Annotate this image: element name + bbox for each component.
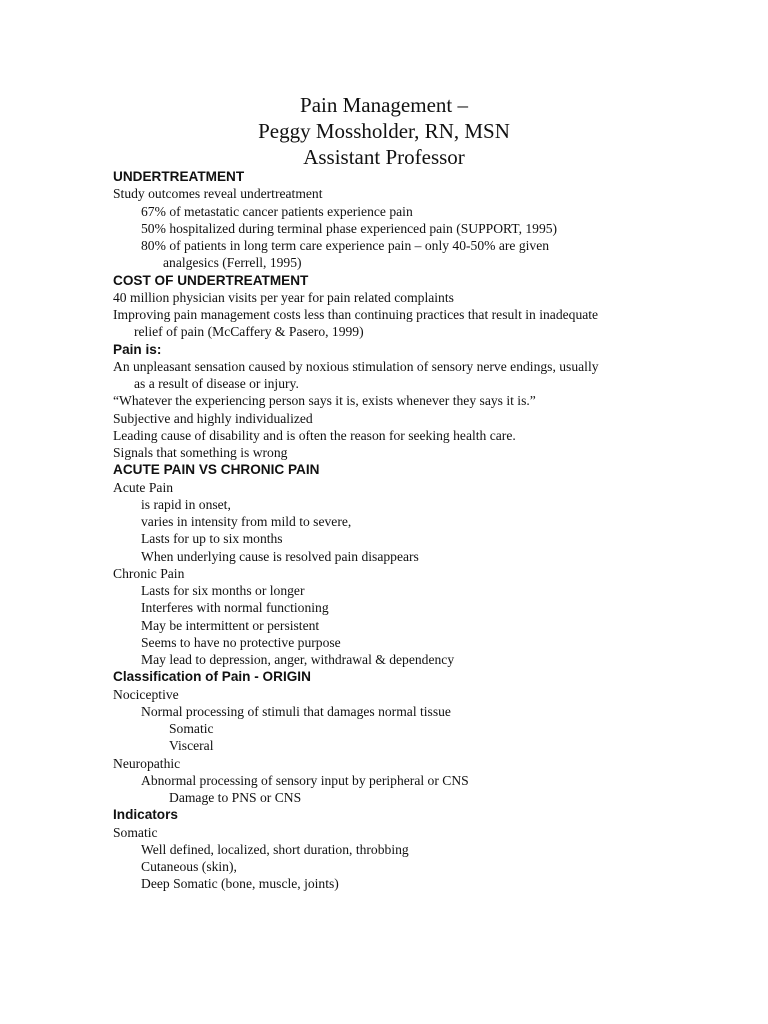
chronic-pain-item: Lasts for six months or longer — [141, 583, 305, 598]
undertreatment-item: 80% of patients in long term care experience pain – only 40-50% are given — [141, 238, 550, 253]
indicator-item: Well defined, localized, short duration, throbbing — [141, 841, 409, 857]
indicators-somatic-label: Somatic — [113, 824, 158, 840]
section-heading-undertreatment: UNDERTREATMENT — [113, 169, 245, 184]
document-body — [113, 168, 673, 893]
chronic-pain-item: May be intermittent or persistent — [141, 617, 320, 633]
neuropathic-description: Abnormal processing of sensory input by peripheral or CNS — [141, 772, 469, 788]
undertreatment-item-continued: analgesics (Ferrell, 1995) — [163, 255, 302, 271]
title-line-1: Pain Management – — [300, 93, 468, 117]
undertreatment-item: 50% hospitalized during terminal phase experienced pain (SUPPORT, 1995) — [141, 220, 558, 236]
nociceptive-description: Normal processing of stimuli that damages normal tissue — [141, 703, 451, 719]
chronic-pain-item: May lead to depression, anger, withdrawal & dependency — [141, 652, 455, 667]
undertreatment-item: 67% of metastatic cancer patients experience pain — [141, 203, 413, 219]
undertreatment-intro: Study outcomes reveal undertreatment — [113, 186, 323, 202]
neuropathic-label: Neuropathic — [113, 755, 181, 771]
chronic-pain-item: Seems to have no protective purpose — [141, 634, 341, 650]
pain-definition-line: Subjective and highly individualized — [113, 410, 313, 426]
nociceptive-subtype: Visceral — [169, 738, 214, 754]
title-line-3: Assistant Professor — [303, 145, 465, 169]
cost-line: 40 million physician visits per year for pain related complaints — [113, 289, 454, 305]
section-heading-acute-vs-chronic: ACUTE PAIN VS CHRONIC PAIN — [113, 462, 320, 478]
document-title — [0, 92, 768, 170]
acute-pain-label: Acute Pain — [113, 479, 174, 495]
nociceptive-subtype: Somatic — [169, 721, 214, 736]
neuropathic-subtype: Damage to PNS or CNS — [169, 790, 302, 805]
chronic-pain-label: Chronic Pain — [113, 565, 185, 581]
acute-pain-item: Lasts for up to six months — [141, 531, 283, 547]
acute-pain-item: varies in intensity from mild to severe, — [141, 514, 352, 529]
cost-line-continued: relief of pain (McCaffery & Pasero, 1999) — [134, 324, 364, 340]
pain-definition-quote: “Whatever the experiencing person says it is, exists whenever they says it is.” — [113, 393, 536, 409]
section-heading-indicators: Indicators — [113, 807, 178, 823]
pain-definition-line-continued: as a result of disease or injury. — [134, 376, 299, 391]
chronic-pain-item: Interferes with normal functioning — [141, 600, 329, 616]
pain-definition-line: Leading cause of disability and is often the reason for seeking health care. — [113, 427, 516, 443]
indicator-item: Deep Somatic (bone, muscle, joints) — [141, 876, 339, 892]
section-heading-classification: Classification of Pain - ORIGIN — [113, 669, 311, 685]
acute-pain-item: is rapid in onset, — [141, 496, 231, 512]
pain-definition-line: An unpleasant sensation caused by noxious stimulation of sensory nerve endings, usually — [113, 358, 599, 374]
cost-line: Improving pain management costs less than continuing practices that result in inadequate — [113, 307, 599, 322]
title-line-2: Peggy Mossholder, RN, MSN — [258, 119, 510, 143]
nociceptive-label: Nociceptive — [113, 686, 179, 702]
section-heading-pain-is: Pain is: — [113, 341, 162, 357]
acute-pain-item: When underlying cause is resolved pain disappears — [141, 548, 419, 564]
pain-definition-line: Signals that something is wrong — [113, 445, 288, 460]
indicator-item: Cutaneous (skin), — [141, 859, 237, 874]
section-heading-cost: COST OF UNDERTREATMENT — [113, 272, 309, 288]
